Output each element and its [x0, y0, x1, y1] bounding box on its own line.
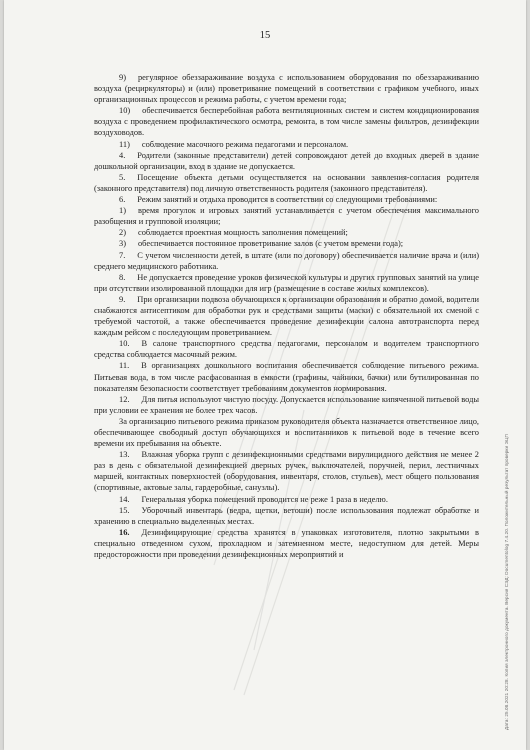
paragraph-text: Посещение объекта детьми осуществляется на основании заявления-согласия родителя (законного представителя) под личную ответственность родителя (законного представителя).: [94, 172, 479, 193]
paragraph-text: В салоне транспортного средства педагогами, персоналом и водителем транспортного средства соблюдается масочный режим.: [94, 339, 479, 360]
electronic-copy-note: Дата: 25.08.2021 20:28. Копия электронного документа. Версия СЭД: Documentolog 7.4.20. Положительный результат проверки ЭЦП: [504, 434, 509, 730]
paragraph-text: Влажная уборка групп с дезинфекционными средствами вирулицидного действия не менее 2 раз в день с обязательной дезинфекцией дверных ручек, выключателей, поручней, перил, лестничных маршей, контактных поверхностей (оборудования, инвентаря, столов, стульев), мест общего пользования (спортивные, актовые залы, гардеробные, санузлы).: [94, 450, 479, 493]
paragraph-number: 14.: [119, 494, 130, 504]
paragraph: [94, 150, 479, 172]
paragraph: [94, 139, 479, 150]
paragraph: [94, 449, 479, 493]
paragraph: [94, 338, 479, 360]
paragraph-number: 16.: [119, 527, 130, 537]
paragraph-text: Для питья используют чистую посуду. Допускается использование кипяченной питьевой воды при условии ее хранения не более трех часов.: [94, 394, 479, 415]
paragraph: [94, 238, 479, 249]
paragraph-text: За организацию питьевого режима приказом руководителя объекта назначается ответственное лицо, обеспечивающее свободный доступ обучающихся и воспитанников к питьевой воде в течение всего времени их пребывания на объекте.: [94, 416, 479, 449]
paragraph: [94, 72, 479, 105]
paragraph-text: С учетом численности детей, в штате (или по договору) обеспечивается наличие врача и (или) среднего медицинского работника.: [94, 250, 479, 271]
paragraph: [94, 494, 479, 505]
paragraph-number: 11): [119, 139, 130, 149]
paragraph-text: обеспечивается бесперебойная работа вентиляционных систем и систем кондиционирования воздуха с проведением профилактического осмотра, ремонта, в том числе замены фильтров, дезинфекции воздуховодов.: [94, 106, 479, 138]
paragraph-number: 10.: [119, 339, 130, 349]
paragraph-text: В организациях дошкольного воспитания обеспечивается соблюдение питьевого режима. Питьевая вода, в том числе расфасованная в емкости (графины, чайники, бачки) или бутилированная по показателям безопасности соответствует требованиям документов нормирования.: [94, 361, 479, 393]
paragraph-number: 3): [119, 239, 126, 249]
paragraph-text: Режим занятий и отдыха проводится в соответствии со следующими требованиями:: [137, 195, 438, 205]
paragraph: [94, 172, 479, 194]
paragraph-number: 5.: [119, 172, 126, 182]
paragraph-text: Не допускается проведение уроков физической культуры и других групповых занятий на улице при отсутствии изолированной площадки для игр (размещение в составе жилых комплексов).: [94, 272, 479, 293]
paragraph-number: 10): [119, 106, 131, 116]
paragraph: [94, 227, 479, 238]
paragraph-number: 2): [119, 228, 126, 238]
paragraph-number: 7.: [119, 250, 126, 260]
paragraph-text: Уборочный инвентарь (ведра, щетки, ветоши) после использования подлежат обработке и хранению в специально выделенных местах.: [94, 505, 479, 526]
paragraph: [94, 272, 479, 294]
paragraph-text: соблюдается проектная мощность заполнения помещений;: [137, 228, 348, 238]
paragraph-number: 11.: [119, 361, 130, 371]
paragraph-text: обеспечивается постоянное проветривание залов (с учетом времени года);: [137, 239, 404, 249]
paragraph-number: 4.: [119, 150, 126, 160]
paragraph-text: время прогулок и игровых занятий устанавливается с учетом обеспечения максимального разобщения и групповой изоляции;: [94, 206, 479, 227]
paragraph-number: 6.: [119, 195, 126, 205]
paragraph: [94, 105, 479, 138]
paragraph: [94, 205, 479, 227]
paragraph: [94, 194, 479, 205]
paragraph-number: 15.: [119, 505, 130, 515]
paragraph: [94, 360, 479, 393]
paragraph: [94, 394, 479, 416]
paragraph: [94, 294, 479, 338]
document-body: [94, 72, 479, 560]
document-page: [4, 0, 526, 750]
paragraph-text: соблюдение масочного режима педагогами и персоналом.: [141, 139, 349, 149]
paragraph-text: Генеральная уборка помещений проводится не реже 1 раза в неделю.: [141, 494, 388, 504]
paragraph-number: 9.: [119, 294, 126, 304]
paragraph-text: регулярное обеззараживание воздуха с использованием оборудования по обеззараживанию воздуха (рециркуляторы) и (или) проветривание помещений в соответствии с графиком учебного, иных организационных процессов и режима работы, с учетом времени года;: [94, 73, 479, 105]
paragraph-number: 13.: [119, 450, 130, 460]
paragraph-number: 12.: [119, 394, 130, 404]
paragraph-text: При организации подвоза обучающихся к организации образования и обратно домой, водители снабжаются антисептиком для обработки рук и средствами защиты (маски) с обязательной их сменой с требуемой частотой, а также обеспечивается проведение дезинфекции салона автотранспорта перед каждым рейсом с последующим проветриванием.: [94, 294, 479, 338]
paragraph: [94, 527, 479, 560]
paragraph-number: 9): [119, 73, 126, 82]
paragraph-text: Дезинфицирующие средства хранятся в упаковках изготовителя, плотно закрытыми в специально отведенном сухом, прохладном и затемненном месте, недоступном для детей. Меры предосторожности при проведении дезинфекционных мероприятий и: [94, 527, 479, 560]
paragraph-text: Родители (законные представители) детей сопровождают детей до входных дверей в здание дошкольной организации, вход в здание не допускается.: [94, 150, 479, 171]
paragraph-number: 8.: [119, 272, 126, 282]
page-number: 15: [259, 30, 271, 41]
paragraph: [94, 250, 479, 272]
paragraph-number: 1): [119, 206, 126, 216]
paragraph: [94, 416, 479, 449]
paragraph: [94, 505, 479, 527]
